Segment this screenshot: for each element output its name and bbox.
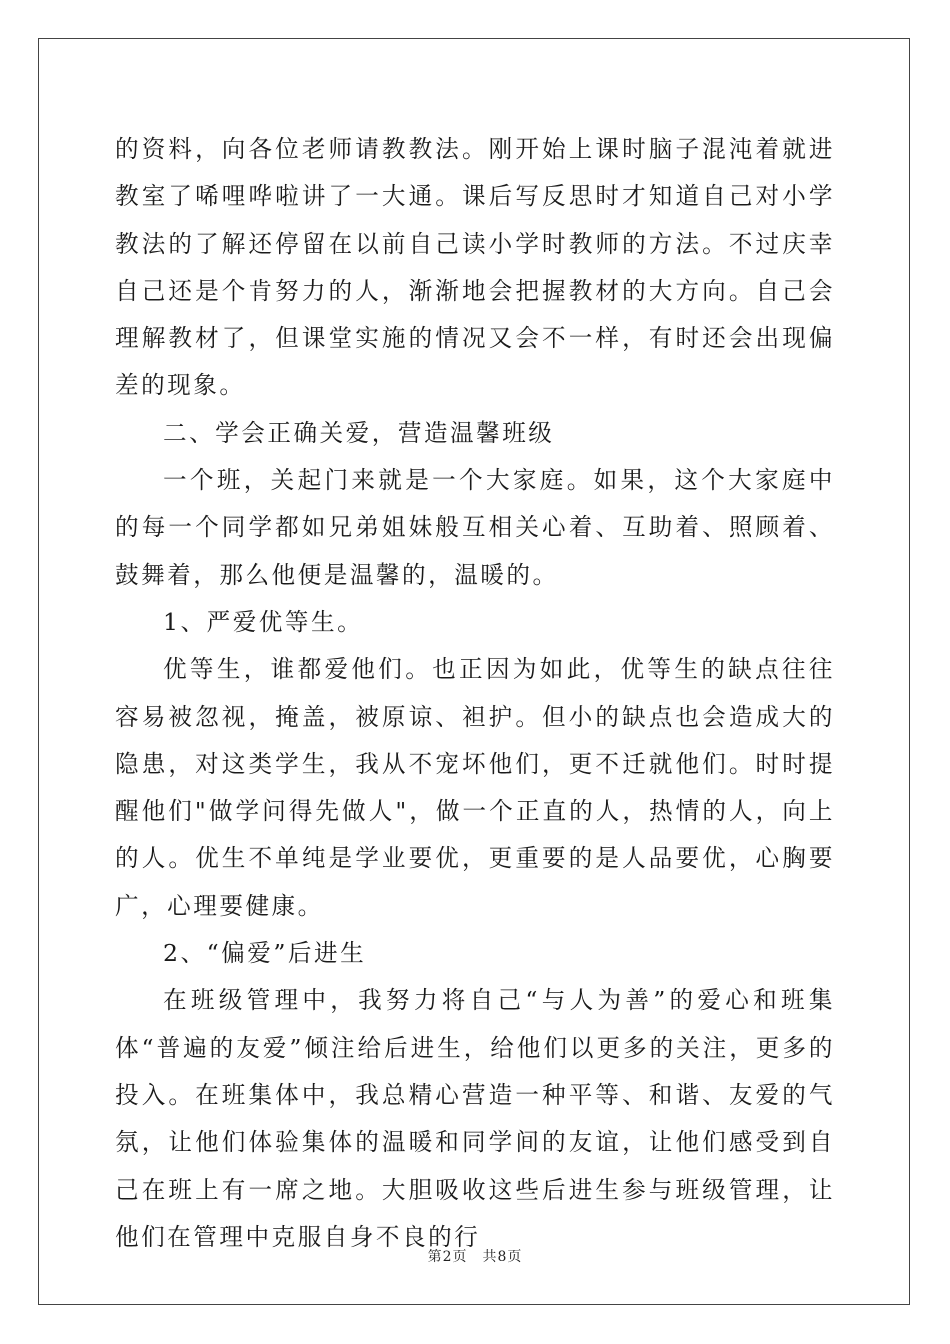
document-body — [115, 126, 835, 1261]
paragraph-5: 优等生，谁都爱他们。也正因为如此，优等生的缺点往往容易被忽视，掩盖，被原谅、袒护。但小的缺点也会造成大的隐患，对这类学生，我从不宠坏他们，更不迁就他们。时时提醒他们"做学问得先做人"，做一个正直的人，热情的人，向上的人。优生不单纯是学业要优，更重要的是人品要优，心胸要广，心理要健康。 — [115, 655, 835, 920]
paragraph-7: 在班级管理中，我努力将自己“与人为善”的爱心和班集体“普遍的友爱”倾注给后进生，给他们以更多的关注，更多的投入。在班集体中，我总精心营造一种平等、和谐、友爱的气氛，让他们体验集体的温暖和同学间的友谊，让他们感受到自己在班上有一席之地。大胆吸收这些后进生参与班级管理，让他们在管理中克服自身不良的行 — [115, 986, 835, 1251]
subheading-1: 1、严爱优等生。 — [163, 607, 364, 636]
section-heading-2: 二、学会正确关爱，营造温馨班级 — [163, 418, 555, 447]
subheading-2: 2、“偏爱”后进生 — [163, 939, 367, 968]
page-number-footer: 第2页 共8页 — [427, 1249, 523, 1265]
paragraph-1: 的资料，向各位老师请教教法。刚开始上课时脑子混沌着就进教室了唏哩哗啦讲了一大通。课后写反思时才知道自己对小学教法的了解还停留在以前自己读小学时教师的方法。不过庆幸自己还是个肯努力的人，渐渐地会把握教材的大方向。自己会理解教材了，但课堂实施的情况又会不一样，有时还会出现偏差的现象。 — [115, 135, 835, 400]
paragraph-3: 一个班，关起门来就是一个大家庭。如果，这个大家庭中的每一个同学都如兄弟姐妹般互相关心着、互助着、照顾着、鼓舞着，那么他便是温馨的，温暖的。 — [115, 466, 835, 589]
